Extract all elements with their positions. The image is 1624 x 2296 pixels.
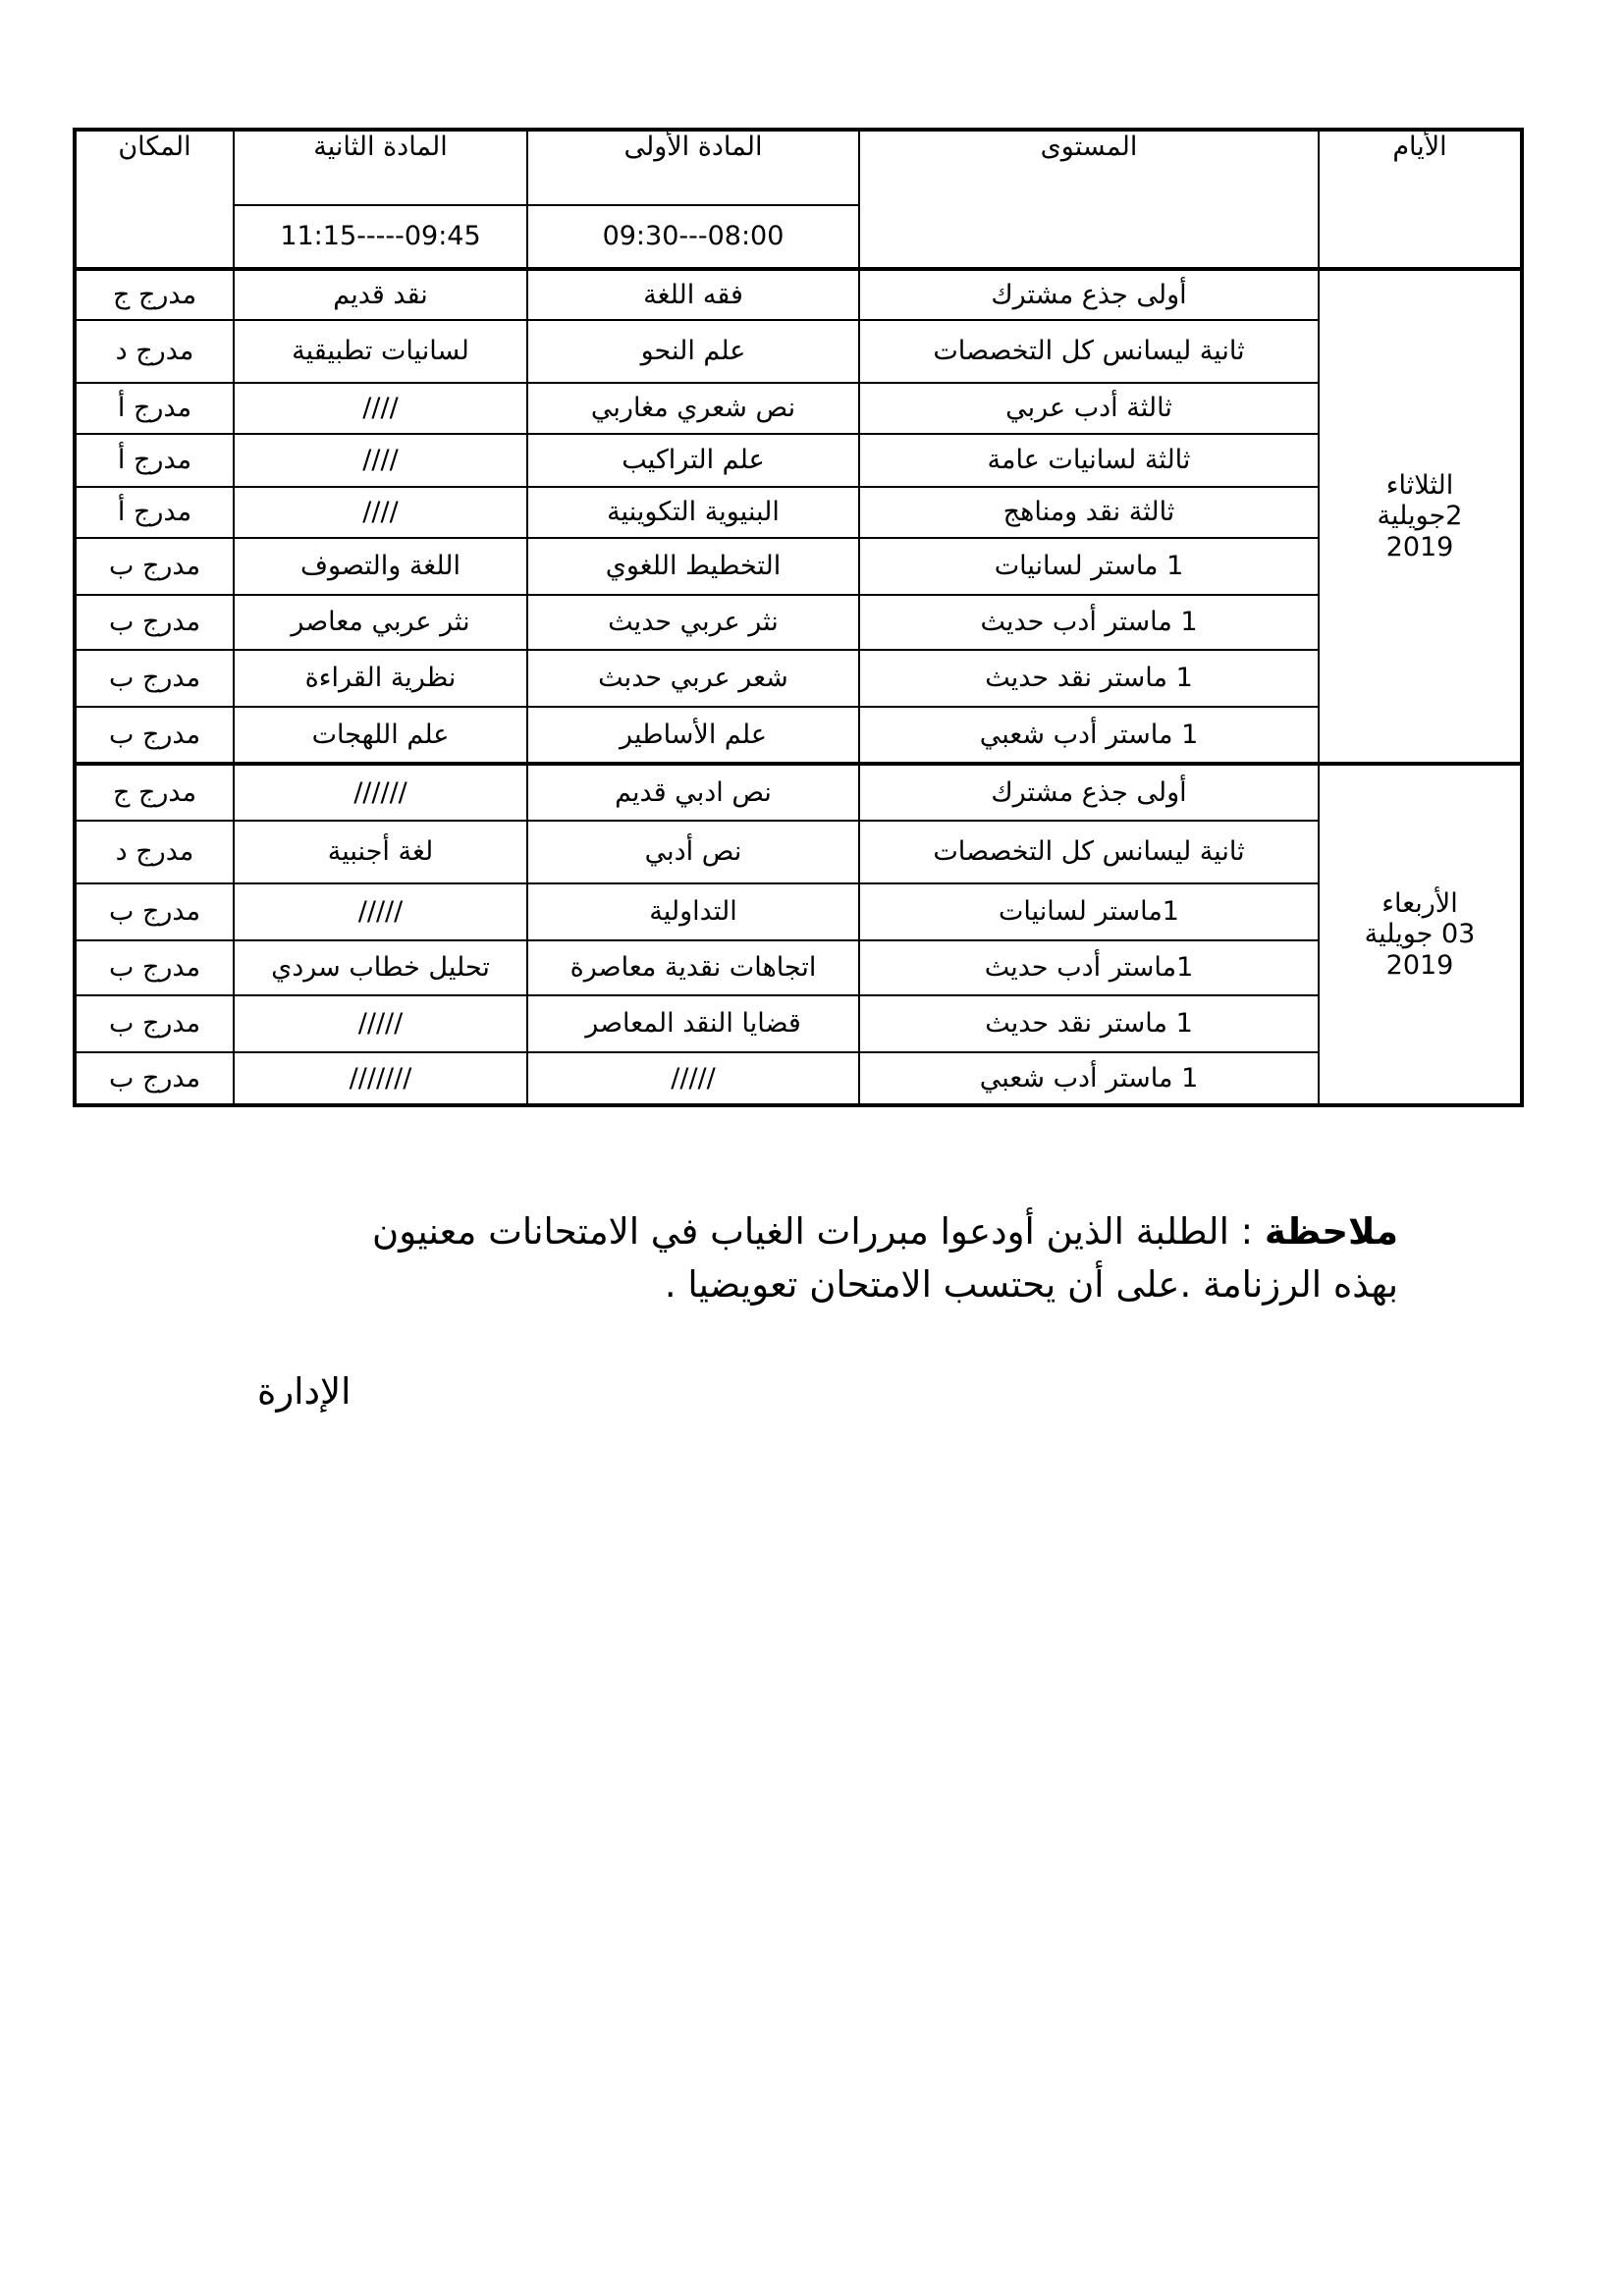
table-row [75, 650, 1522, 707]
subject-1-cell: علم التراكيب [527, 434, 859, 487]
header-subject-2: المادة الثانية [234, 130, 527, 205]
place-cell: مدرج ب [75, 707, 234, 764]
place-cell: مدرج ج [75, 269, 234, 320]
exam-schedule-table [73, 128, 1524, 1107]
table-row [75, 821, 1522, 883]
subject-1-cell: علم الأساطير [527, 707, 859, 764]
header-time-1: 09:30---08:00 [527, 205, 859, 269]
table-row [75, 538, 1522, 595]
table-row [75, 487, 1522, 538]
place-cell: مدرج ب [75, 940, 234, 995]
subject-2-cell: علم اللهجات [234, 707, 527, 764]
day-cell-tuesday [1319, 269, 1522, 764]
subject-2-cell: لغة أجنبية [234, 821, 527, 883]
level-cell: ثالثة أدب عربي [859, 383, 1319, 434]
place-cell: مدرج ج [75, 764, 234, 821]
subject-2-cell: اللغة والتصوف [234, 538, 527, 595]
level-cell: 1 ماستر نقد حديث [859, 650, 1319, 707]
level-cell: ثالثة لسانيات عامة [859, 434, 1319, 487]
table-row [75, 595, 1522, 650]
subject-2-cell: نقد قديم [234, 269, 527, 320]
level-cell: 1 ماستر أدب شعبي [859, 707, 1319, 764]
table-row [75, 995, 1522, 1052]
note-label: ملاحظة [1264, 1210, 1398, 1253]
table-row [75, 764, 1522, 821]
subject-2-cell: ////// [234, 764, 527, 821]
subject-2-cell: ///// [234, 883, 527, 940]
subject-2-cell: //// [234, 434, 527, 487]
level-cell: أولى جذع مشترك [859, 269, 1319, 320]
day-name: الأربعاء [1381, 888, 1458, 920]
place-cell: مدرج ب [75, 538, 234, 595]
place-cell: مدرج ب [75, 883, 234, 940]
level-cell: 1 ماستر أدب حديث [859, 595, 1319, 650]
place-cell: مدرج ب [75, 1052, 234, 1105]
subject-1-cell: التداولية [527, 883, 859, 940]
table-row [75, 883, 1522, 940]
table-row [75, 320, 1522, 383]
subject-1-cell: قضايا النقد المعاصر [527, 995, 859, 1052]
day-name: الثلاثاء [1385, 470, 1454, 502]
table-row [75, 383, 1522, 434]
level-cell: ثالثة نقد ومناهج [859, 487, 1319, 538]
place-cell: مدرج أ [75, 487, 234, 538]
place-cell: مدرج ب [75, 595, 234, 650]
subject-1-cell: فقه اللغة [527, 269, 859, 320]
level-cell: 1 ماستر لسانيات [859, 538, 1319, 595]
place-cell: مدرج ب [75, 650, 234, 707]
subject-1-cell: نص ادبي قديم [527, 764, 859, 821]
subject-1-cell: علم النحو [527, 320, 859, 383]
subject-1-cell: شعر عربي حدبث [527, 650, 859, 707]
subject-2-cell: //// [234, 487, 527, 538]
subject-1-cell: نثر عربي حديث [527, 595, 859, 650]
table-row [75, 940, 1522, 995]
subject-1-cell: اتجاهات نقدية معاصرة [527, 940, 859, 995]
subject-1-cell: نص شعري مغاربي [527, 383, 859, 434]
level-cell: 1 ماستر أدب شعبي [859, 1052, 1319, 1105]
subject-2-cell: نثر عربي معاصر [234, 595, 527, 650]
subject-1-cell: البنيوية التكوينية [527, 487, 859, 538]
subject-2-cell: تحليل خطاب سردي [234, 940, 527, 995]
table-row [75, 1052, 1522, 1105]
subject-2-cell: ///// [234, 995, 527, 1052]
note-text: : الطلبة الذين أودعوا مبررات الغياب في الامتحانات معنيون بهذه الرزنامة .على أن يحتسب الامتحان تعويضيا . [372, 1210, 1398, 1306]
subject-1-cell: ///// [527, 1052, 859, 1105]
header-time-2: 11:15-----09:45 [234, 205, 527, 269]
place-cell: مدرج د [75, 320, 234, 383]
subject-2-cell: نظرية القراءة [234, 650, 527, 707]
table-row [75, 434, 1522, 487]
level-cell: ثانية ليسانس كل التخصصات [859, 821, 1319, 883]
subject-2-cell: //// [234, 383, 527, 434]
level-cell: 1 ماستر نقد حديث [859, 995, 1319, 1052]
signature-administration: الإدارة [257, 1370, 352, 1413]
place-cell: مدرج أ [75, 383, 234, 434]
level-cell: ثانية ليسانس كل التخصصات [859, 320, 1319, 383]
header-days: الأيام [1319, 130, 1522, 269]
subject-2-cell: لسانيات تطبيقية [234, 320, 527, 383]
header-level: المستوى [859, 130, 1319, 269]
subject-1-cell: التخطيط اللغوي [527, 538, 859, 595]
place-cell: مدرج ب [75, 995, 234, 1052]
day-date: 03 جويلية [1364, 919, 1476, 950]
level-cell: أولى جذع مشترك [859, 764, 1319, 821]
day-year: 2019 [1385, 949, 1454, 981]
day-date: 2جويلية [1377, 501, 1463, 532]
level-cell: 1ماستر لسانيات [859, 883, 1319, 940]
subject-1-cell: نص أدبي [527, 821, 859, 883]
note-paragraph [318, 1205, 1398, 1310]
header-place: المكان [75, 130, 234, 269]
level-cell: 1ماستر أدب حديث [859, 940, 1319, 995]
place-cell: مدرج أ [75, 434, 234, 487]
subject-2-cell: /////// [234, 1052, 527, 1105]
header-subject-1: المادة الأولى [527, 130, 859, 205]
table-row [75, 707, 1522, 764]
place-cell: مدرج د [75, 821, 234, 883]
day-cell-wednesday [1319, 764, 1522, 1105]
day-year: 2019 [1385, 531, 1454, 562]
table-row [75, 269, 1522, 320]
